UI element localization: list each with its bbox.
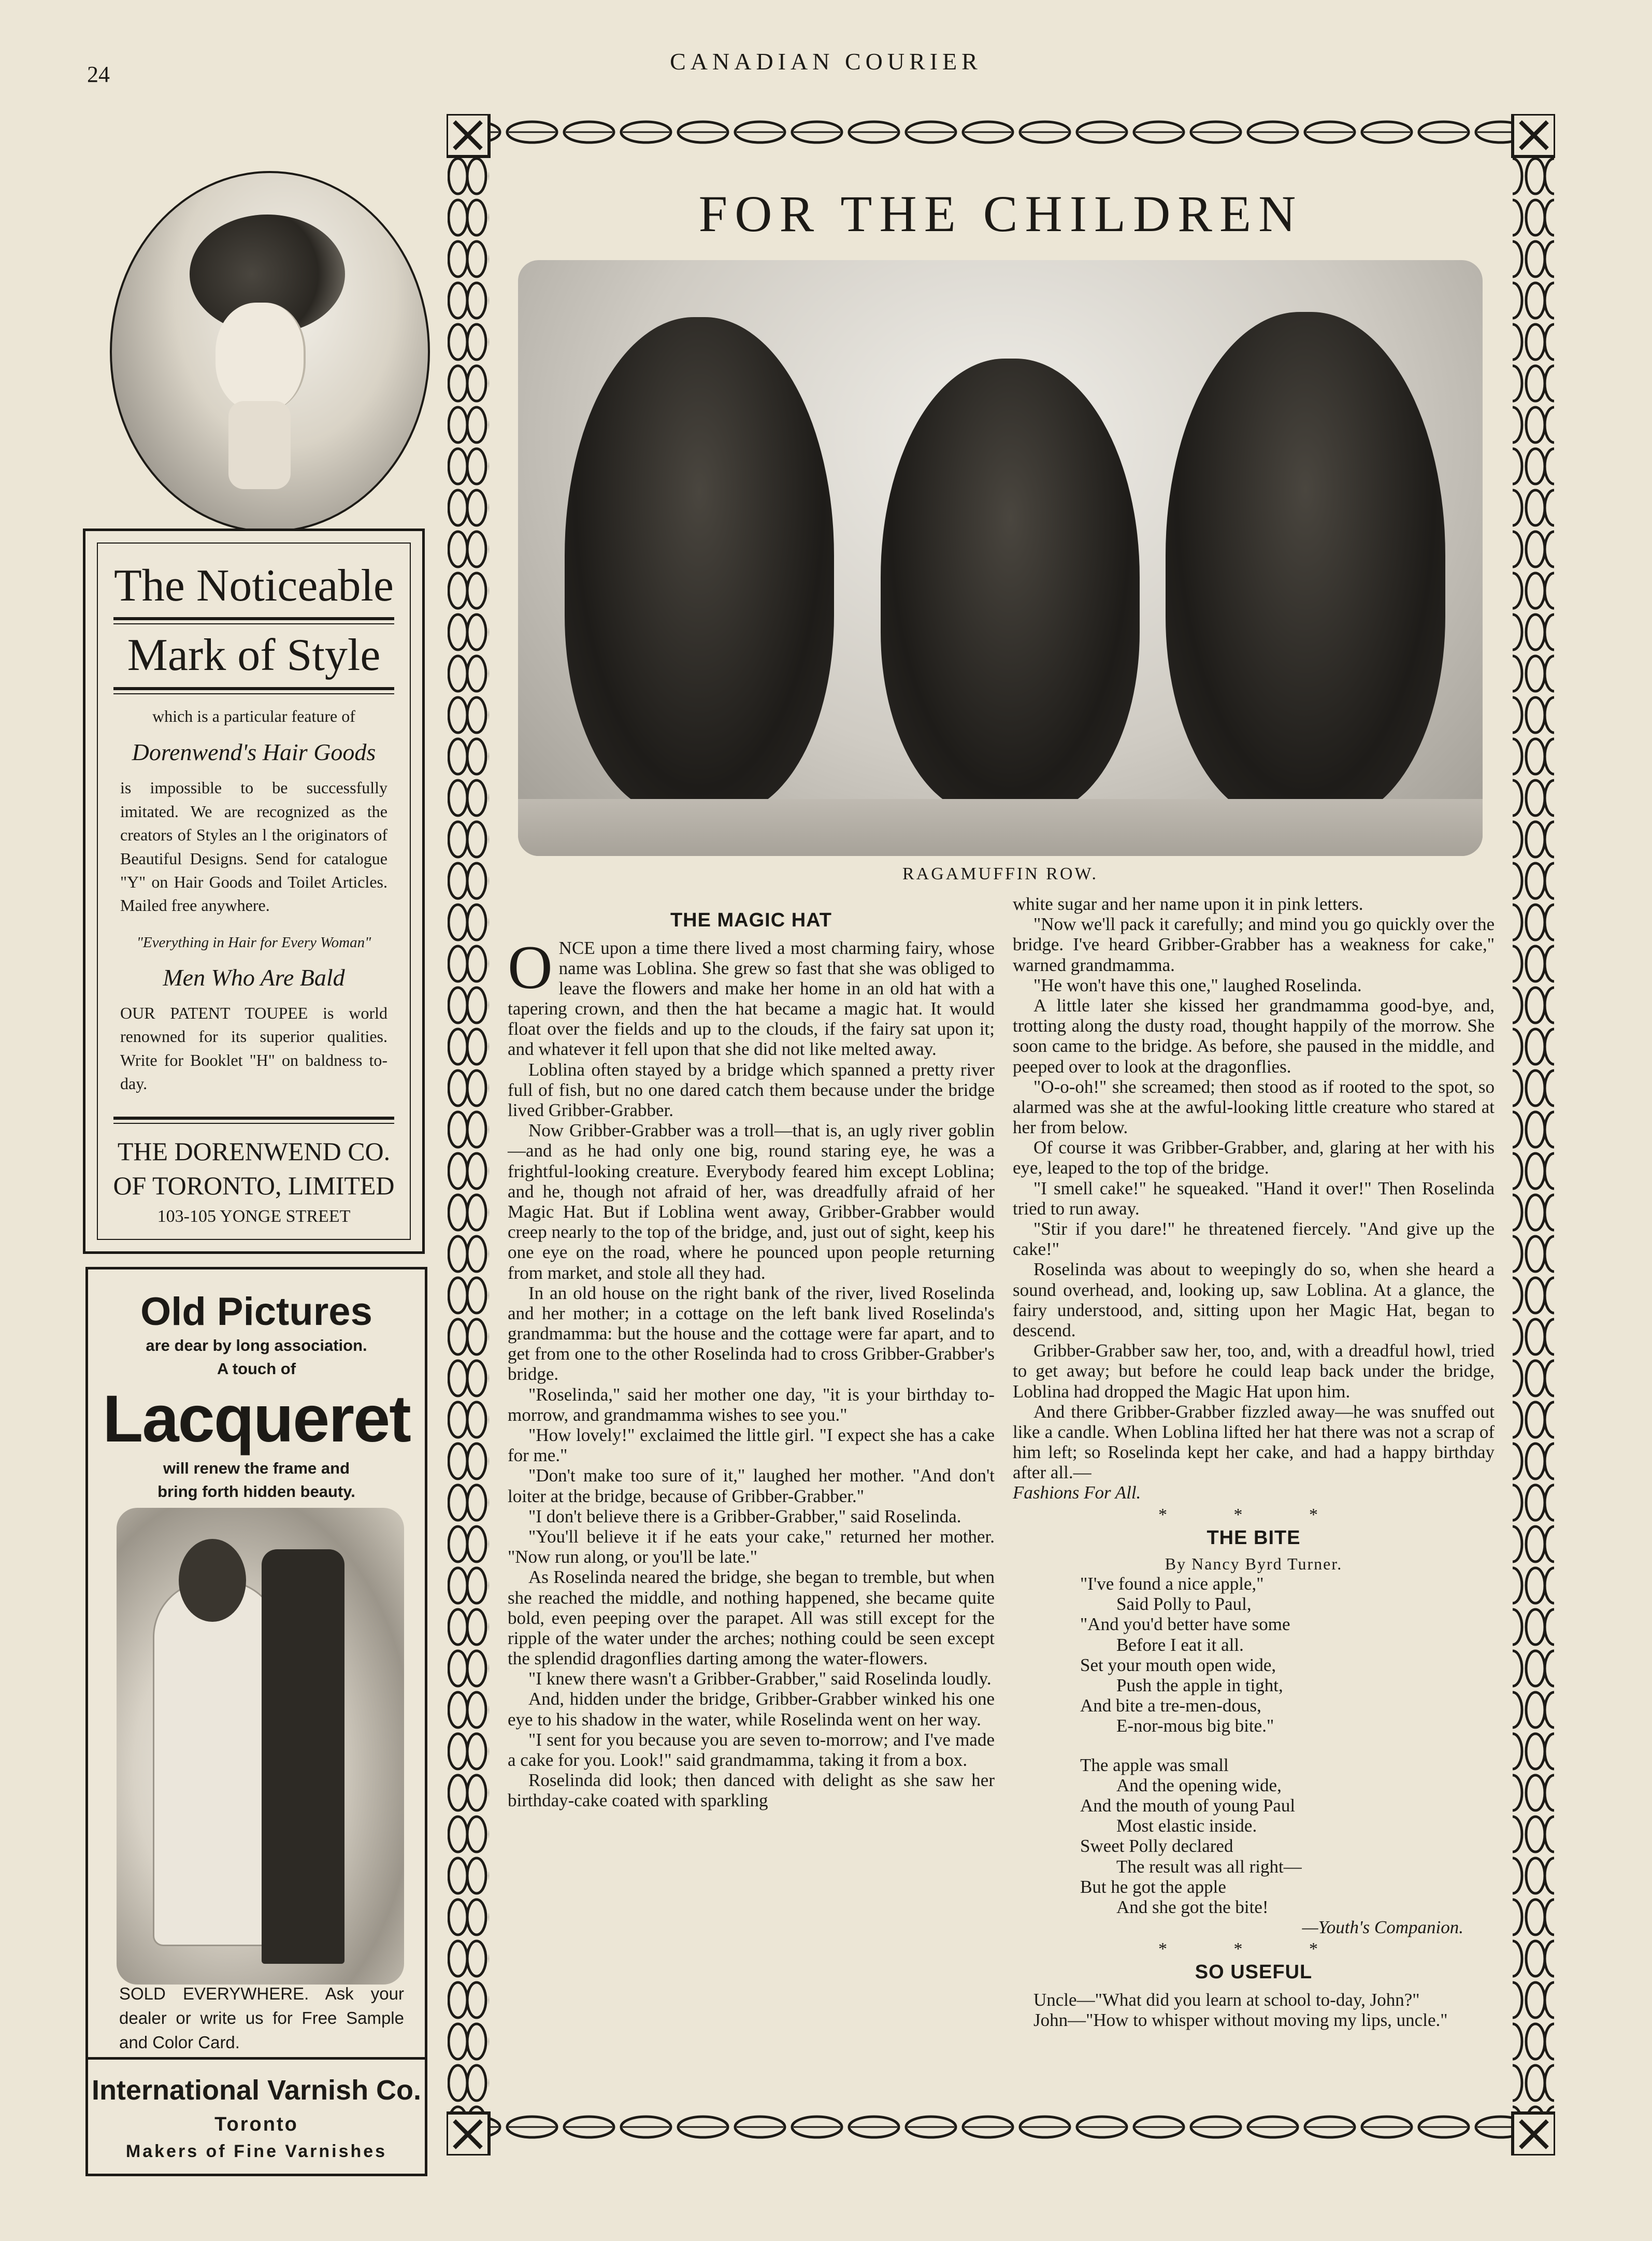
ad-line-3: will renew the frame and bbox=[163, 1459, 350, 1477]
poem-credit: —Youth's Companion. bbox=[1302, 1917, 1463, 1938]
woman-head bbox=[179, 1539, 246, 1622]
lacqueret-ad bbox=[85, 1267, 427, 2176]
poem-line: The apple was small bbox=[1080, 1754, 1229, 1775]
ad-slogan: "Everything in Hair for Every Woman" bbox=[136, 934, 371, 951]
poem-heading: THE BITE bbox=[1206, 1526, 1301, 1549]
poem-line: And the mouth of young Paul bbox=[1080, 1795, 1296, 1816]
story-paragraph: Roselinda was about to weepingly do so, when she heard a sound overhead, and, looking up, saw Loblina. At a glance, the fairy understood, and, sitting upon her Magic Hat, began to descend. bbox=[1013, 1259, 1495, 1340]
ad-line-2: A touch of bbox=[217, 1359, 296, 1378]
ad-line-1: are dear by long association. bbox=[146, 1336, 367, 1354]
puppy-right bbox=[1166, 312, 1445, 820]
poem-line: And bite a tre-men-dous, bbox=[1080, 1695, 1261, 1716]
story-paragraph: Gribber-Grabber saw her, too, and, with a dreadful howl, tried to get away; but before he could leap back under the bridge, Loblina had dropped the Magic Hat upon him. bbox=[1013, 1340, 1495, 1402]
story-paragraph: Of course it was Gribber-Grabber, and, glaring at her with his eye, leaped to the top of the bridge. bbox=[1013, 1137, 1495, 1178]
ad-intro: which is a particular feature of bbox=[152, 706, 355, 725]
story-paragraph: And, hidden under the bridge, Gribber-Grabber winked his one eye to his shadow in the water, while Roselinda went on her way. bbox=[508, 1689, 995, 1730]
divider bbox=[113, 1117, 394, 1124]
ad-city: Toronto bbox=[214, 2114, 298, 2136]
story-source: Fashions For All. bbox=[1013, 1482, 1141, 1503]
ad-company: International Varnish Co. bbox=[91, 2075, 422, 2106]
ad-company-1: THE DORENWEND CO. bbox=[117, 1136, 391, 1166]
poem-line: "And you'd better have some bbox=[1080, 1614, 1290, 1635]
story-paragraph: Roselinda did look; then danced with delight as she saw her birthday-cake coated with sparkling bbox=[508, 1770, 995, 1811]
neck-illustration bbox=[228, 401, 291, 489]
poem-line: Before I eat it all. bbox=[1116, 1634, 1244, 1655]
puppy-middle bbox=[881, 359, 1140, 815]
poem-line: E-nor-mous big bite." bbox=[1116, 1716, 1274, 1736]
woman-with-chair-photo bbox=[117, 1508, 404, 1985]
dorenwend-ad bbox=[83, 529, 425, 1254]
divider bbox=[113, 687, 394, 694]
story-paragraph: "O-o-oh!" she screamed; then stood as if rooted to the spot, so alarmed was she at the awful-looking little creature who stared at her from below. bbox=[1013, 1076, 1495, 1138]
ad-sold-text: SOLD EVERYWHERE. Ask your dealer or write us for Free Sample and Color Card. bbox=[119, 1984, 404, 2052]
photo-caption: RAGAMUFFIN ROW. bbox=[902, 864, 1099, 883]
section-separator: * * * bbox=[1158, 1939, 1349, 1959]
divider bbox=[88, 2057, 425, 2060]
story-column-2 bbox=[1013, 894, 1495, 2030]
puppy-left bbox=[565, 317, 834, 815]
story-paragraph: "I smell cake!" he squeaked. "Hand it over!" Then Roselinda tried to run away. bbox=[1013, 1178, 1495, 1219]
story-paragraph: And there Gribber-Grabber fizzled away—he was snuffed out like a candle. When Loblina lifted her hat there was not a scrap of him left; so Roselinda kept her cake, and had a happy birthday after all.— bbox=[1013, 1401, 1495, 1483]
poem-line: Set your mouth open wide, bbox=[1080, 1654, 1276, 1675]
ad-address: 103-105 YONGE STREET bbox=[157, 1206, 351, 1226]
story-paragraph: "Now we'll pack it carefully; and mind you go quickly over the bridge. I've heard Gribber-Grabber has a weakness for cake," warned grandmamma. bbox=[1013, 914, 1495, 975]
poem-line: Said Polly to Paul, bbox=[1116, 1594, 1252, 1615]
ad-toupee-text: OUR PATENT TOUPEE is world renowned for its superior qualities. Write for Booklet "H" on baldness to-day. bbox=[120, 1004, 387, 1093]
story-paragraph: As Roselinda neared the bridge, she began to tremble, but when she reached the middle, and nothing happened, she became quite bold, even peeping over the parapet. All was still except for the ripple of the water under the arches; nothing could be seen except the splendid dragonflies darting among the water-flowers. bbox=[508, 1567, 995, 1669]
ad-headline-2: Mark of Style bbox=[127, 630, 381, 681]
section-separator: * * * bbox=[1158, 1505, 1349, 1524]
poem-line: Sweet Polly declared bbox=[1080, 1836, 1233, 1857]
story-paragraph: "Stir if you dare!" he threatened fiercely. "And give up the cake!" bbox=[1013, 1219, 1495, 1260]
poem-line: And the opening wide, bbox=[1116, 1775, 1282, 1795]
photo-floor bbox=[518, 799, 1483, 856]
story-paragraph: Loblina often stayed by a bridge which spanned a pretty river full of fish, but no one dared catch them because under the bridge lived Gribber-Grabber. bbox=[508, 1059, 995, 1121]
joke-line: John—"How to whisper without moving my lips, uncle." bbox=[1033, 2010, 1448, 2031]
poem-line: But he got the apple bbox=[1080, 1876, 1226, 1897]
story-paragraph: white sugar and her name upon it in pink letters. bbox=[1013, 894, 1363, 914]
face-illustration bbox=[216, 303, 306, 411]
story-paragraph: "I knew there wasn't a Gribber-Grabber," said Roselinda loudly. bbox=[528, 1668, 992, 1689]
ad-brand: Lacqueret bbox=[103, 1381, 410, 1456]
ad-title: Old Pictures bbox=[140, 1290, 372, 1334]
poem-line: Push the apple in tight, bbox=[1116, 1675, 1283, 1696]
story-paragraph: "How lovely!" exclaimed the little girl. "I expect she has a cake for me." bbox=[508, 1425, 995, 1466]
poem-line: The result was all right— bbox=[1116, 1856, 1302, 1877]
ad-subhead: Men Who Are Bald bbox=[163, 964, 345, 991]
poem-line: Most elastic inside. bbox=[1116, 1816, 1257, 1836]
story-column-1 bbox=[508, 904, 995, 1811]
story-paragraph-1: ONCE upon a time there lived a most charming fairy, whose name was Loblina. She grew so fast that she was obliged to leave the flowers and make her home in an old hat with a tapering crown, and then the hat became a magic hat. It would float over the fields and up to the clouds, if the fairy sat upon it; and whatever it fell upon that she did not like melted away. bbox=[508, 932, 995, 1060]
ad-tagline: Makers of Fine Varnishes bbox=[125, 2142, 387, 2162]
portrait-illustration bbox=[110, 171, 430, 533]
ad-company-2: OF TORONTO, LIMITED bbox=[113, 1171, 395, 1200]
story-heading: THE MAGIC HAT bbox=[670, 909, 832, 931]
story-paragraph: "I sent for you because you are seven to-morrow; and I've made a cake for you. Look!" said grandmamma, taking it from a box. bbox=[508, 1729, 995, 1771]
story-paragraph: "I don't believe there is a Gribber-Grabber," said Roselinda. bbox=[528, 1506, 961, 1526]
story-paragraph: "Roselinda," said her mother one day, "it is your birthday to-morrow, and grandmamma wishes to see you." bbox=[508, 1384, 995, 1425]
divider bbox=[113, 617, 394, 624]
running-head: CANADIAN COURIER bbox=[670, 48, 982, 75]
drop-cap: O bbox=[508, 932, 553, 1002]
joke-heading: SO USEFUL bbox=[1195, 1961, 1313, 1983]
story-paragraph: In an old house on the right bank of the river, lived Roselinda and her mother; in a cottage on the left bank lived Roselinda's grandmamma: but the house and the cottage were far apart, and to get from one to the other Roselinda had to cross Gribber-Grabber's bridge. bbox=[508, 1282, 995, 1384]
poem-line: "I've found a nice apple," bbox=[1080, 1574, 1264, 1594]
story-paragraph: "You'll believe it if he eats your cake," returned her mother. "Now run along, or you'll be late." bbox=[508, 1526, 995, 1567]
page-number: 24 bbox=[87, 62, 110, 87]
story-paragraph: "He won't have this one," laughed Roselinda. bbox=[1033, 975, 1362, 995]
ad-headline-1: The Noticeable bbox=[114, 561, 394, 611]
stanza-gap bbox=[1080, 1736, 1495, 1755]
ad-line-4: bring forth hidden beauty. bbox=[157, 1482, 355, 1501]
story-paragraph: A little later she kissed her grandmamma good-bye, and, trotting along the dusty road, thought happily of the morrow. She soon came to the bridge. As before, she paused in the middle, and peeped over to look at the dragonflies. bbox=[1013, 995, 1495, 1077]
story-paragraph: Now Gribber-Grabber was a troll—that is, an ugly river goblin—and as he had only one big, round staring eye, he was a frightful-looking creature. Everybody feared him except Loblina; and he, though not afraid of her, was dreadfully afraid of her Magic Hat. But if Loblina went away, Gribber-Grabber would creep nearly to the top of the bridge, and, just out of sight, keep his one eye on the road, where he pounced upon people returning from market, and stole all they had. bbox=[508, 1120, 995, 1283]
chair-figure bbox=[262, 1549, 344, 1964]
poem-line: And she got the bite! bbox=[1116, 1896, 1269, 1917]
story-paragraph: "Don't make too sure of it," laughed her mother. "And don't loiter at the bridge, because of Gribber-Grabber." bbox=[508, 1465, 995, 1506]
poem-body bbox=[1080, 1574, 1495, 1917]
puppies-photo bbox=[518, 260, 1483, 856]
ad-product: Dorenwend's Hair Goods bbox=[132, 739, 376, 766]
joke-line: Uncle—"What did you learn at school to-day, John?" bbox=[1033, 1989, 1420, 2010]
section-title: FOR THE CHILDREN bbox=[698, 185, 1303, 242]
ad-body: is impossible to be successfully imitated. We are recognized as the creators of Styles an l the originators of Beautiful Designs. Send for catalogue "Y" on Hair Goods and Toilet Articles. Mailed free anywhere. bbox=[120, 778, 387, 915]
poem-byline: By Nancy Byrd Turner. bbox=[1165, 1554, 1343, 1574]
